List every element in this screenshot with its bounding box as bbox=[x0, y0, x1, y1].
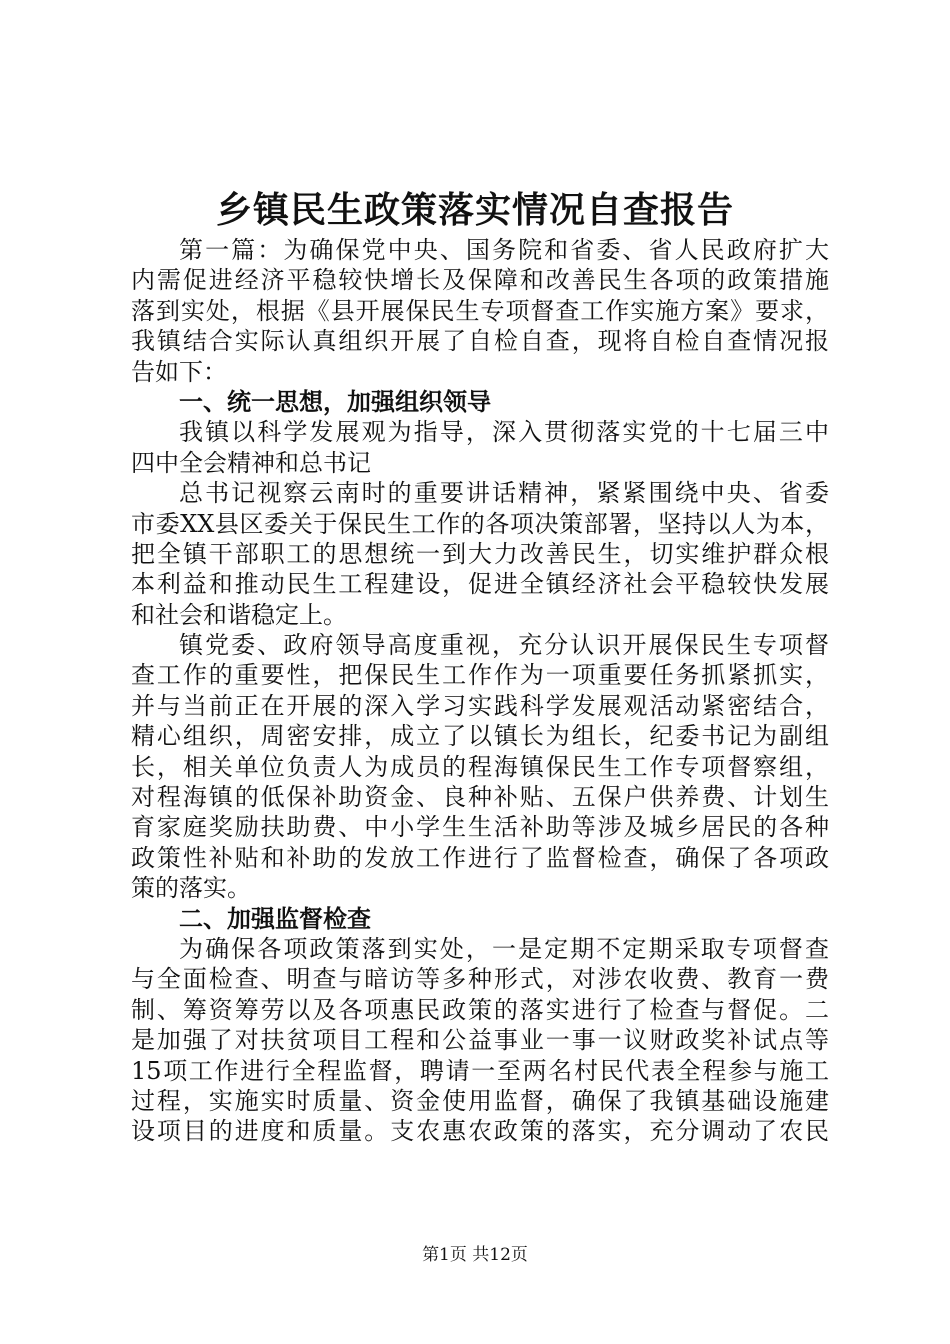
page-number-footer: 第1页 共12页 bbox=[422, 1245, 528, 1265]
body-line: 内需促进经济平稳较快增长及保障和改善民生各项的政策措施 bbox=[131, 266, 829, 295]
body-line: 是加强了对扶贫项目工程和公益事业一事一议财政奖补试点等 bbox=[131, 1026, 829, 1055]
section-heading: 二、加强监督检查 bbox=[179, 903, 371, 933]
body-line: 镇党委、政府领导高度重视，充分认识开展保民生专项督 bbox=[179, 631, 829, 660]
body-line: 把全镇干部职工的思想统一到大力改善民生，切实维护群众根 bbox=[131, 539, 829, 568]
document-title: 乡镇民生政策落实情况自查报告 bbox=[215, 189, 734, 231]
body-line: 精心组织，周密安排，成立了以镇长为组长，纪委书记为副组 bbox=[131, 722, 829, 751]
body-line: 和社会和谐稳定上。 bbox=[131, 600, 347, 629]
body-line: 与全面检查、明查与暗访等多种形式，对涉农收费、教育一费 bbox=[131, 965, 829, 994]
body-line: 设项目的进度和质量。支农惠农政策的落实，充分调动了农民 bbox=[131, 1117, 829, 1146]
body-line: 第一篇：为确保党中央、国务院和省委、省人民政府扩大 bbox=[179, 236, 829, 264]
body-line: 为确保各项政策落到实处，一是定期不定期采取专项督查 bbox=[179, 934, 829, 963]
body-line: 查工作的重要性，把保民生工作作为一项重要任务抓紧抓实， bbox=[131, 661, 829, 690]
section-heading: 一、统一思想，加强组织领导 bbox=[179, 386, 491, 416]
body-line: 过程，实施实时质量、资金使用监督，确保了我镇基础设施建 bbox=[131, 1086, 829, 1115]
document-body bbox=[131, 235, 829, 1147]
body-line: 长，相关单位负责人为成员的程海镇保民生工作专项督察组， bbox=[131, 752, 829, 781]
body-line: 市委XX县区委关于保民生工作的各项决策部署，坚持以人为本， bbox=[131, 509, 829, 538]
body-line: 落到实处，根据《县开展保民生专项督查工作实施方案》要求， bbox=[131, 296, 829, 325]
body-line: 策的落实。 bbox=[131, 874, 251, 903]
body-line: 告如下： bbox=[131, 357, 227, 386]
body-line: 育家庭奖励扶助费、中小学生生活补助等涉及城乡居民的各种 bbox=[131, 813, 829, 842]
body-line: 对程海镇的低保补助资金、良种补贴、五保户供养费、计划生 bbox=[131, 783, 829, 812]
body-line: 本利益和推动民生工程建设，促进全镇经济社会平稳较快发展 bbox=[131, 570, 829, 599]
body-line: 四中全会精神和总书记 bbox=[131, 448, 371, 477]
body-line: 15项工作进行全程监督，聘请一至两名村民代表全程参与施工 bbox=[131, 1056, 829, 1085]
body-line: 制、筹资筹劳以及各项惠民政策的落实进行了检查与督促。二 bbox=[131, 995, 829, 1024]
body-line: 我镇以科学发展观为指导，深入贯彻落实党的十七届三中 bbox=[179, 418, 829, 447]
body-line: 政策性补贴和补助的发放工作进行了监督检查，确保了各项政 bbox=[131, 843, 829, 872]
body-line: 我镇结合实际认真组织开展了自检自查，现将自检自查情况报 bbox=[131, 327, 829, 356]
body-line: 总书记视察云南时的重要讲话精神，紧紧围绕中央、省委 bbox=[179, 479, 829, 508]
body-line: 并与当前正在开展的深入学习实践科学发展观活动紧密结合， bbox=[131, 691, 829, 720]
